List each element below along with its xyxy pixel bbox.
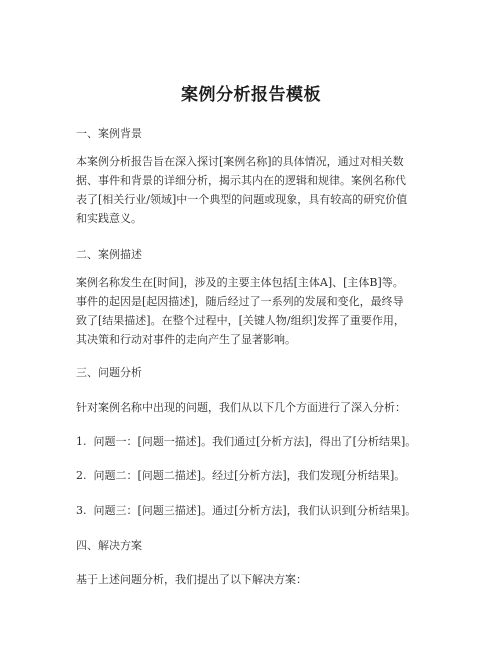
list-item [76, 433, 416, 449]
list-item-number: 2. [76, 469, 87, 482]
section-heading-background: 一、案例背景 [76, 127, 142, 140]
paragraph-line: 致了[结果描述]。在整个过程中，[关键人物/组织]发挥了重要作用， [76, 314, 405, 327]
section-paragraph-background [76, 152, 436, 228]
paragraph-line: 表了[相关行业/领域]中一个典型的问题或现象，具有较高的研究价值 [76, 193, 408, 206]
paragraph-line: 和实践意义。 [76, 212, 142, 225]
list-item-text: 问题三：[问题三描述]。通过[分析方法]，我们认识到[分析结果]。 [93, 504, 417, 517]
solutions-intro: 基于上述问题分析，我们提出了以下解决方案： [76, 573, 307, 586]
list-item-number: 1. [76, 435, 87, 448]
list-item-number: 3. [76, 504, 87, 517]
problems-intro: 针对案例名称中出现的问题，我们从以下几个方面进行了深入分析： [76, 401, 406, 414]
paragraph-line: 其决策和行动对事件的走向产生了显著影响。 [76, 333, 296, 346]
section-paragraph-description [76, 273, 436, 349]
section-heading-description: 二、案例描述 [76, 248, 142, 261]
paragraph-line: 事件的起因是[起因描述]，随后经过了一系列的发展和变化，最终导 [76, 295, 404, 308]
list-item-text: 问题一：[问题一描述]。我们通过[分析方法]，得出了[分析结果]。 [93, 435, 417, 448]
document-title: 案例分析报告模板 [181, 85, 321, 105]
list-item [76, 502, 416, 518]
list-item [76, 467, 405, 483]
list-item-text: 问题二：[问题二描述]。经过[分析方法]，我们发现[分析结果]。 [93, 469, 406, 482]
section-heading-solutions: 四、解决方案 [76, 539, 142, 552]
section-heading-problems: 三、问题分析 [76, 366, 142, 379]
paragraph-line: 本案例分析报告旨在深入探讨[案例名称]的具体情况，通过对相关数 [76, 155, 404, 168]
paragraph-line: 据、事件和背景的详细分析，揭示其内在的逻辑和规律。案例名称代 [76, 174, 406, 187]
paragraph-line: 案例名称发生在[时间]，涉及的主要主体包括[主体A]、[主体B]等。 [76, 276, 404, 289]
